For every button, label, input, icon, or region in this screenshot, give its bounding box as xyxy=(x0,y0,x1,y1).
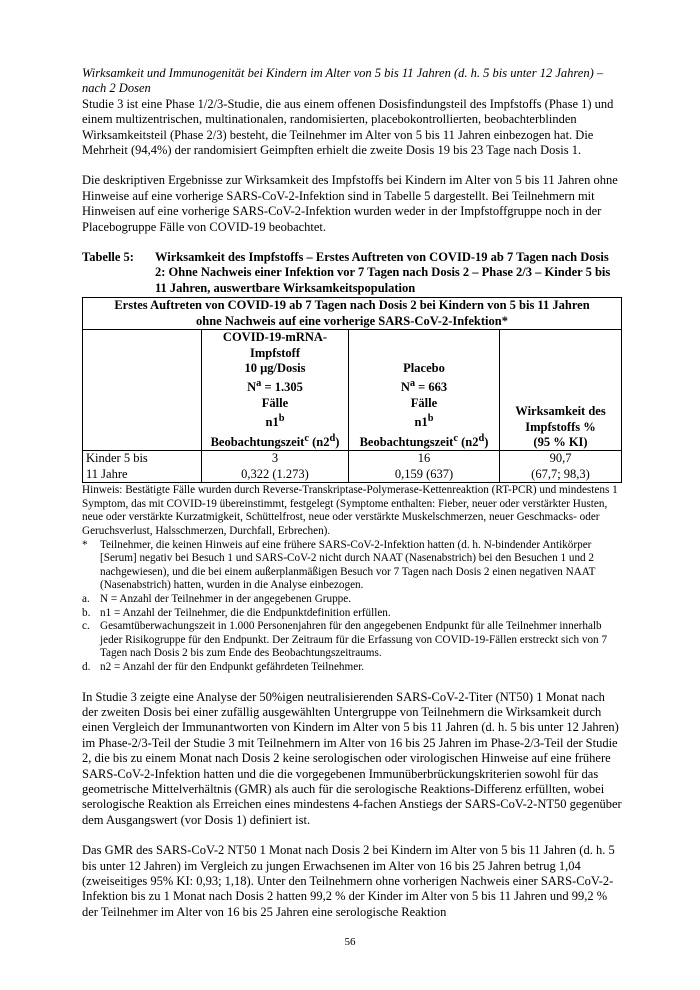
header-placebo-time: Beobachtungszeit$^c$ (n2$^d$) xyxy=(359,432,489,449)
header-placebo-n: $N^a = 663$ xyxy=(400,378,448,395)
header-empty-cell xyxy=(83,330,202,451)
cell-placebo: 16 0,159 (637) xyxy=(349,451,500,483)
table-span-header-line-2: ohne Nachweis auf eine vorherige SARS-CoV-2-Infektion* xyxy=(196,313,508,328)
table-caption-label: Tabelle 5: xyxy=(82,250,134,265)
table-note-hint: Hinweis: Bestätigte Fälle wurden durch Reverse-Transkriptase-Polymerase-Kettenreaktion (RT-PCR) und mindestens 1 Symptom, das mit COVID-19 übereinstimmt, festgelegt (Symptome enthalten: Fieber, neuer oder verstärkter Husten, neue oder verstärkte Kurzatmigkeit, Schüttelfrost, neue oder verstärkte Muskelschmerzen, neuer Geschmacks- oder Geruchsverlust, Halsschmerzen, Durchfall, Erbrechen). xyxy=(82,484,618,537)
header-vaccine-line: COVID-19-mRNA- xyxy=(222,330,328,345)
footnote: d. n2 = Anzahl der für den Endpunkt gefährdeten Teilnehmer. xyxy=(82,660,365,673)
paragraph-descriptive-results: Die deskriptiven Ergebnisse zur Wirksamkeit des Impfstoffs bei Kindern im Alter von 5 bis 11 Jahren ohne Hinweise auf eine vorherige SARS-CoV-2-Infektion sind in Tabelle 5 dargestellt. Bei Teilnehmern mit Hinweisen auf eine vorherige SARS-CoV-2-Infektion wurden weder in der Impfstoffgruppe noch in der Placebogruppe Fälle von COVID-19 beobachtet. xyxy=(82,173,618,234)
header-placebo-line: Placebo xyxy=(403,360,445,375)
header-efficacy-line: Wirksamkeit des xyxy=(515,404,606,419)
header-vaccine-n: $N^a = 1.305$ xyxy=(247,378,303,395)
page-number: 56 xyxy=(344,936,356,948)
paragraph-study-design: Studie 3 ist eine Phase 1/2/3-Studie, die aus einem offenen Dosisfindungsteil des Impfstoffs (Phase 1) und einem multizentrischen, multinationalen, randomisierten, placebokontrollierten, beobachterblinden Wirksamkeitsteil (Phase 2/3) besteht, die Teilnehmer im Alter von 5 bis 11 Jahren einbezogen hat. Die Mehrheit (94,4%) der randomisiert Geimpften erhielt die zweite Dosis 19 bis 23 Tage nach Dosis 1. xyxy=(82,96,614,158)
paragraph-gmr: Das GMR des SARS-CoV-2 NT50 1 Monat nach Dosis 2 bei Kindern im Alter von 5 bis 11 Jahren (d. h. 5 bis unter 12 Jahren) im Vergleich zu jungen Erwachsenen im Alter von 16 bis 25 Jahren betrug 1,04 (zweiseitiges 95% KI: 0,93; 1,18). Unter den Teilnehmern ohne vorherigen Nachweis einer SARS-CoV-2-Infektion bis zu 1 Monat nach Dosis 2 hatten 99,2 % der Kinder im Alter von 5 bis 11 Jahren und 99,2 % der Teilnehmer im Alter von 16 bis 25 Jahren eine serologische Reaktion xyxy=(82,843,615,919)
header-placebo-n1: n1$^b$ xyxy=(414,413,434,430)
header-vaccine-line: Impfstoff xyxy=(250,345,300,360)
header-vaccine-n1: n1$^b$ xyxy=(265,413,285,430)
table-span-header xyxy=(83,298,622,330)
cell-efficacy: 90,7 (67,7; 98,3) xyxy=(500,451,622,483)
footnote: a. N = Anzahl der Teilnehmer in der angegebenen Gruppe. xyxy=(82,592,352,605)
cell-vaccine: 3 0,322 (1.273) xyxy=(202,451,349,483)
footnote: * Teilnehmer, die keinen Hinweis auf eine frühere SARS-CoV-2-Infektion hatten (d. h. N-bindender Antikörper [Serum] negativ bei Besuch 1 und SARS-CoV-2 nicht durch NAAT (Nasenabstrich) bei den Besuchen 1 und 2 nachgewiesen), und die bei einem außerplanmäßigen Besuch vor 7 Tagen nach Dosis 2 einen negativen NAAT (Nasenabstrich) hatten, wurden in die Analyse einbezogen. xyxy=(82,538,596,592)
footnote: b. n1 = Anzahl der Teilnehmer, die die Endpunktdefinition erfüllen. xyxy=(82,606,391,619)
table-column-header-row xyxy=(83,330,622,451)
table-notes xyxy=(82,484,622,674)
table-span-header-row xyxy=(83,298,622,330)
footnote: c. Gesamtüberwachungszeit in 1.000 Personenjahren für den angegebenen Endpunkt für alle Teilnehmer innerhalb jeder Risikogruppe für den Endpunkt. Der Zeitraum für die Erfassung von COVID-19-Fällen erstreckt sich von 7 Tagen nach Dosis 2 bis zum Ende des Beobachtungszeitraums. xyxy=(82,620,608,660)
header-vaccine-time: Beobachtungszeit$^c$ (n2$^d$) xyxy=(210,432,340,449)
header-placebo-line: Fälle xyxy=(410,395,438,410)
header-placebo xyxy=(349,330,500,451)
table-caption-text: Wirksamkeit des Impfstoffs – Erstes Auftreten von COVID-19 ab 7 Tagen nach Dosis 2: Ohne Nachweis einer Infektion vor 7 Tagen nach Dosis 2 – Phase 2/3 – Kinder 5 bis 11 Jahren, auswertbare Wirksamkeitspopulation xyxy=(155,250,611,295)
efficacy-table xyxy=(82,297,622,483)
paragraph-immunogenicity: In Studie 3 zeigte eine Analyse der 50%igen neutralisierenden SARS-CoV-2-Titer (NT50) 1 Monat nach der zweiten Dosis bei einer zufällig ausgewählten Untergruppe von Teilnehmern die Wirksamkeit durch einen Vergleich der Immunantworten von Kindern im Alter von 5 bis 11 Jahren (d. h. 5 bis unter 12 Jahren) im Phase-2/3-Teil der Studie 3 mit Teilnehmern im Alter von 16 bis 25 Jahren im Phase-2/3-Teil der Studie 2, die bis zu einem Monat nach Dosis 2 keine serologischen oder virologischen Hinweise auf eine frühere SARS-CoV-2-Infektion hatten und die die vorgegebenen Immunüberbrückungskriterien sowohl für das geometrische Mittelverhältnis (GMR) als auch für die serologische Reaktions-Differenz erfüllten, wobei serologische Reaktion als Erreichen eines mindestens 4-fachen Anstiegs der SARS-CoV-2-NT50 gegenüber dem Ausgangswert (vor Dosis 1) definiert ist. xyxy=(82,689,622,827)
header-efficacy xyxy=(500,330,622,451)
header-vaccine-line: Fälle xyxy=(261,395,289,410)
table-caption xyxy=(82,250,622,296)
header-vaccine-line: 10 µg/Dosis xyxy=(244,360,306,375)
section-heading: Wirksamkeit und Immunogenität bei Kindern im Alter von 5 bis 11 Jahren (d. h. 5 bis unter 12 Jahren) – nach 2 Dosen xyxy=(82,66,604,96)
header-vaccine xyxy=(202,330,349,451)
table-row xyxy=(83,451,622,483)
header-efficacy-line: (95 % KI) xyxy=(533,435,588,449)
header-efficacy-line: Impfstoffs % xyxy=(525,419,596,434)
row-label: Kinder 5 bis 11 Jahre xyxy=(83,451,202,483)
table-span-header-line-1: Erstes Auftreten von COVID-19 ab 7 Tagen nach Dosis 2 bei Kindern von 5 bis 11 Jahren xyxy=(114,298,590,313)
document-page xyxy=(82,66,622,920)
